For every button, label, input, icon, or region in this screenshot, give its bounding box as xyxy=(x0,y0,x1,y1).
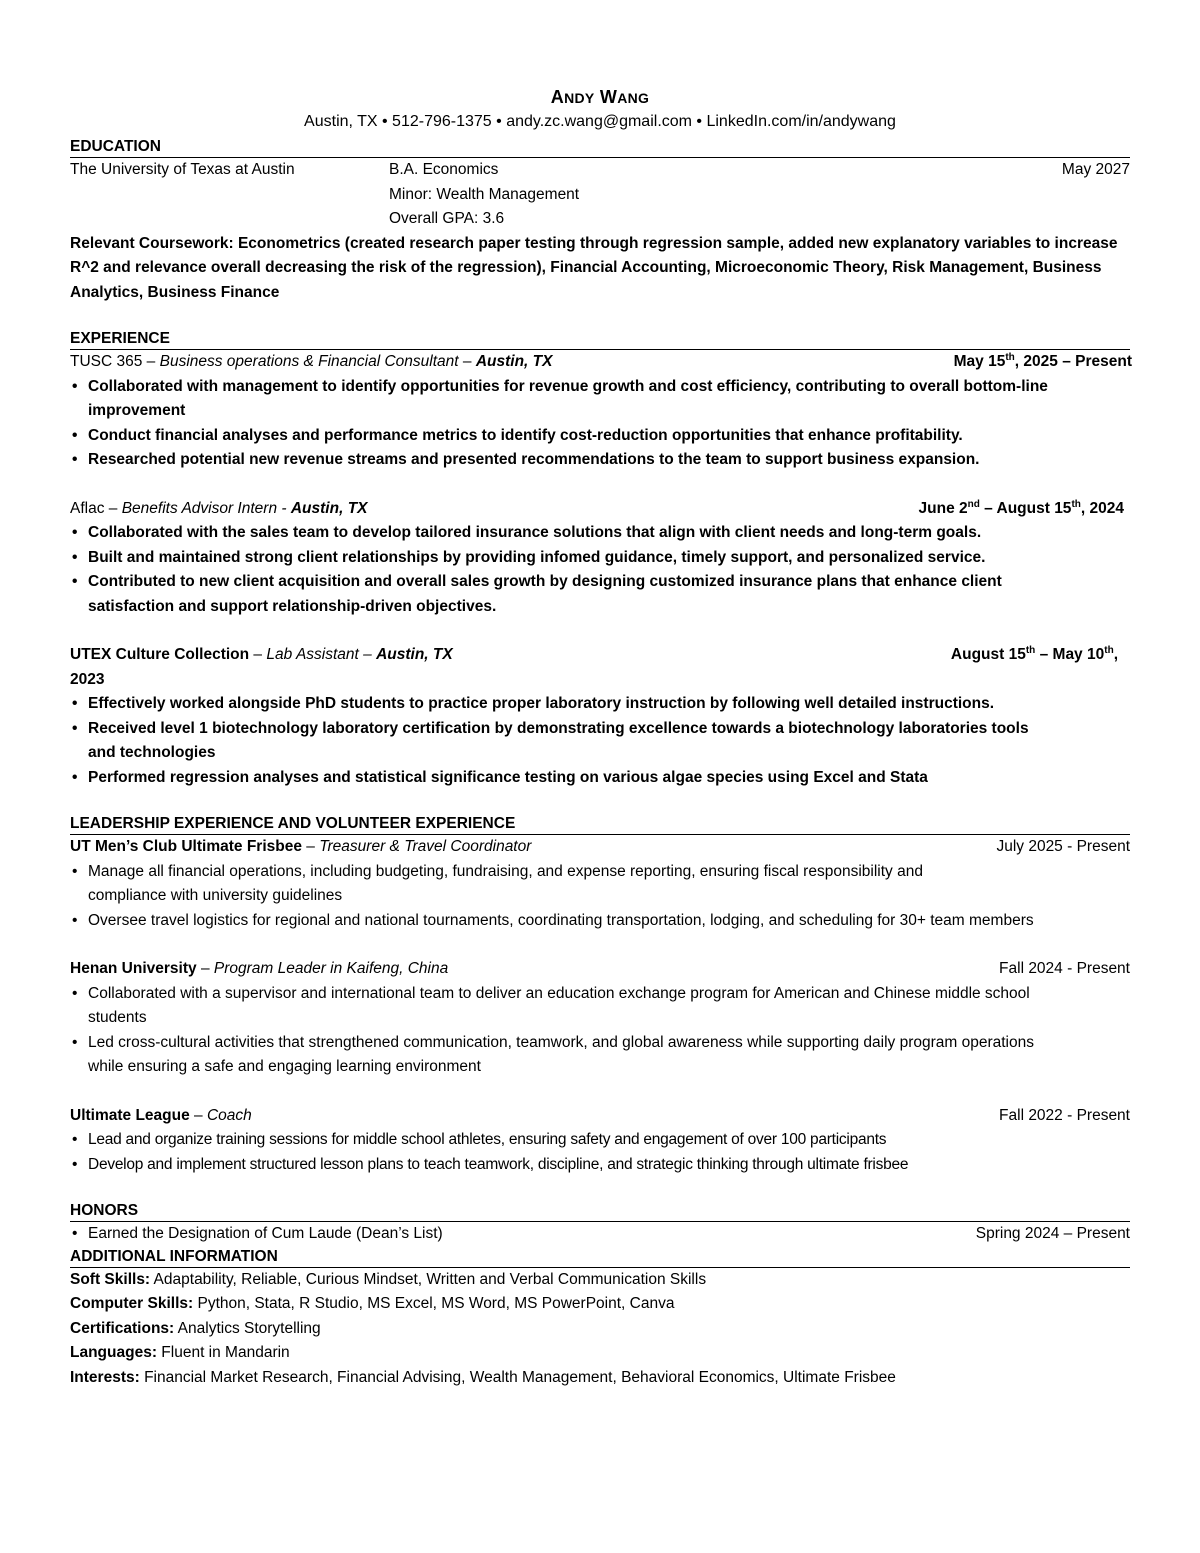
additional-heading: ADDITIONAL INFORMATION xyxy=(70,1247,1130,1268)
job-date: June 2nd – August 15th, 2024 xyxy=(918,498,1124,517)
leadership-entry-henan xyxy=(70,957,1130,1080)
list-item: • Performed regression analyses and statistical significance testing on various algae species using Excel and Stata xyxy=(70,766,1130,791)
job-date: May 15th, 2025 – Present xyxy=(953,351,1132,370)
job-entry-utex xyxy=(70,643,1130,790)
list-item: • Researched potential new revenue streams and presented recommendations to the team to support business expansion. xyxy=(70,448,1130,473)
job-title-line: UTEX Culture Collection – Lab Assistant – Austin, TX xyxy=(70,646,453,663)
interests-line: Interests: Financial Market Research, Financial Advising, Wealth Management, Behavioral Economics, Ultimate Frisbee xyxy=(70,1368,896,1386)
leadership-title-line: Henan University – Program Leader in Kaifeng, China xyxy=(70,960,449,977)
list-item: • Collaborated with a supervisor and international team to deliver an education exchange program for American and Chinese middle school students xyxy=(70,982,1060,1031)
leadership-heading: LEADERSHIP EXPERIENCE AND VOLUNTEER EXPERIENCE xyxy=(70,814,1130,835)
leadership-date: Fall 2024 - Present xyxy=(999,960,1130,977)
honors-heading: HONORS xyxy=(70,1201,1130,1222)
experience-heading: EXPERIENCE xyxy=(70,329,1130,350)
school-name: The University of Texas at Austin xyxy=(70,161,295,178)
job-bullets xyxy=(70,521,1130,619)
list-item: • Oversee travel logistics for regional and national tournaments, coordinating transportation, lodging, and scheduling for 30+ team members xyxy=(70,909,1050,934)
job-title-line: Aflac – Benefits Advisor Intern - Austin, TX xyxy=(70,499,368,517)
leadership-bullets xyxy=(70,982,1130,1080)
honors-entry xyxy=(70,1222,1130,1247)
list-item: • Lead and organize training sessions for middle school athletes, ensuring safety and engagement of over 100 participants xyxy=(70,1128,1130,1153)
leadership-date: July 2025 - Present xyxy=(996,838,1130,855)
job-date-year: 2023 xyxy=(70,670,105,688)
list-item: • Received level 1 biotechnology laboratory certification by demonstrating excellence towards a biotechnology laboratories tools and technologies xyxy=(70,717,1130,766)
languages-line: Languages: Fluent in Mandarin xyxy=(70,1344,290,1361)
certifications-line: Certifications: Analytics Storytelling xyxy=(70,1319,321,1337)
job-bullets xyxy=(70,692,1130,790)
soft-skills-line: Soft Skills: Adaptability, Reliable, Curious Mindset, Written and Verbal Communication Skills xyxy=(70,1270,707,1288)
leadership-bullets xyxy=(70,860,1130,934)
leadership-title-line: Ultimate League – Coach xyxy=(70,1106,252,1124)
list-item: • Collaborated with the sales team to develop tailored insurance solutions that align with client needs and long-term goals. xyxy=(70,521,1130,546)
computer-skills-line: Computer Skills: Python, Stata, R Studio, MS Excel, MS Word, MS PowerPoint, Canva xyxy=(70,1295,675,1312)
candidate-name: ANDY WANG xyxy=(550,87,650,107)
leadership-entry-league xyxy=(70,1104,1130,1178)
list-item: • Earned the Designation of Cum Laude (Dean’s List) xyxy=(70,1222,443,1247)
minor: Minor: Wealth Management xyxy=(389,185,580,203)
job-date: August 15th – May 10th, xyxy=(950,644,1118,663)
gpa: Overall GPA: 3.6 xyxy=(389,210,505,227)
contact-line: Austin, TX • 512-796-1375 • andy.zc.wang@gmail.com • LinkedIn.com/in/andywang xyxy=(304,113,896,130)
additional-list xyxy=(70,1268,1130,1391)
list-item: • Conduct financial analyses and performance metrics to identify cost-reduction opportunities that enhance profitability. xyxy=(70,424,1130,449)
list-item: • Manage all financial operations, including budgeting, fundraising, and expense reporting, ensuring fiscal responsibility and compliance with university guidelines xyxy=(70,860,970,909)
job-entry-tusc xyxy=(70,350,1130,473)
leadership-title-line: UT Men’s Club Ultimate Frisbee – Treasurer & Travel Coordinator xyxy=(70,838,532,855)
degree: B.A. Economics xyxy=(389,161,499,178)
job-entry-aflac xyxy=(70,497,1130,620)
education-heading: EDUCATION xyxy=(70,137,1130,158)
honors-date: Spring 2024 – Present xyxy=(975,1225,1130,1242)
degree-block xyxy=(389,158,1130,232)
relevant-coursework: Relevant Coursework: Econometrics (created research paper testing through regression sample, added new explanatory variables to increase R^2 and relevance overall decreasing the risk of the regression), Financial Accounting, Microeconomic Theory, Risk Management, Business Analytics, Business Finance xyxy=(70,234,1118,301)
list-item: • Effectively worked alongside PhD students to practice proper laboratory instruction by following well detailed instructions. xyxy=(70,692,1130,717)
list-item: • Collaborated with management to identify opportunities for revenue growth and cost efficiency, contributing to overall bottom-line improvement xyxy=(70,375,1130,424)
leadership-bullets xyxy=(70,1128,1130,1177)
job-bullets xyxy=(70,375,1130,473)
leadership-entry-frisbee xyxy=(70,835,1130,933)
leadership-date: Fall 2022 - Present xyxy=(999,1106,1130,1124)
list-item: • Contributed to new client acquisition and overall sales growth by designing customized insurance plans that enhance client satisfaction and support relationship-driven objectives. xyxy=(70,570,1130,619)
list-item: • Led cross-cultural activities that strengthened communication, teamwork, and global awareness while supporting daily program operations while ensuring a safe and engaging learning environment xyxy=(70,1031,1060,1080)
list-item: • Built and maintained strong client relationships by providing infomed guidance, timely support, and personalized service. xyxy=(70,546,1130,571)
list-item: • Develop and implement structured lesson plans to teach teamwork, discipline, and strategic thinking through ultimate frisbee xyxy=(70,1153,1130,1178)
job-title-line: TUSC 365 – Business operations & Financial Consultant – Austin, TX xyxy=(70,353,553,370)
education-entry xyxy=(70,158,1130,232)
graduation-date: May 2027 xyxy=(1061,161,1130,178)
